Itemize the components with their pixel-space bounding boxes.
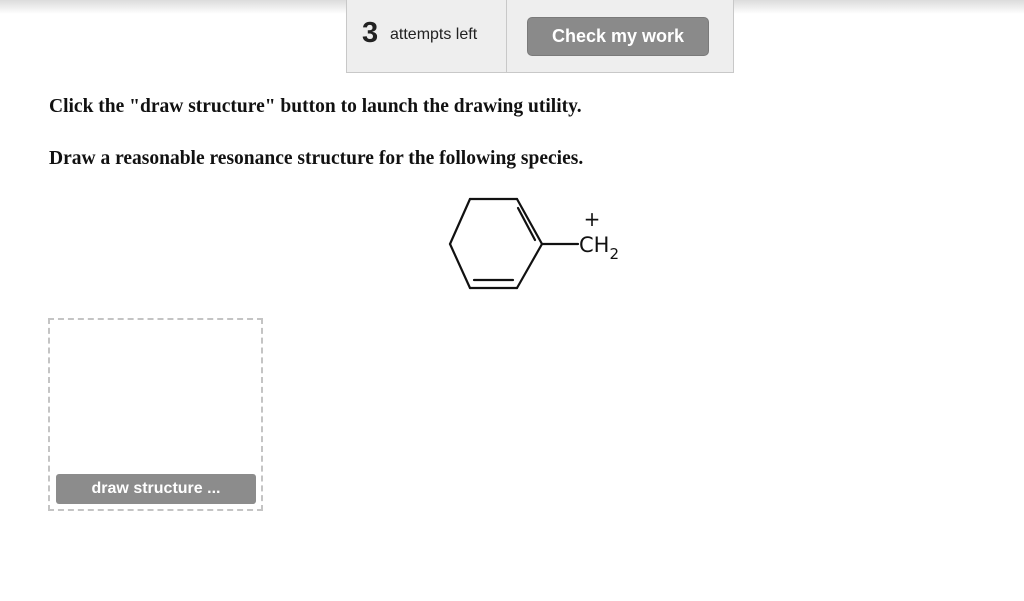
methylene-ch: CH xyxy=(579,233,610,257)
methylene-group xyxy=(579,233,619,263)
draw-structure-button[interactable]: draw structure ... xyxy=(56,474,256,504)
double-bond-inner xyxy=(518,208,535,240)
check-my-work-button[interactable]: Check my work xyxy=(527,17,709,56)
methylene-subscript: 2 xyxy=(609,245,620,263)
ring-bond xyxy=(450,199,470,244)
attempts-counter xyxy=(347,0,507,72)
ring-bond xyxy=(517,244,542,288)
attempts-panel xyxy=(346,0,734,73)
ring-bond xyxy=(450,244,470,288)
attempts-label: attempts left xyxy=(390,26,478,43)
instruction-draw-utility: Click the "draw structure" button to launch the drawing utility. xyxy=(49,96,582,117)
cyclohexadienyl-methyl-cation-structure xyxy=(440,195,640,300)
attempts-count: 3 xyxy=(362,17,379,49)
ring-bond xyxy=(517,199,542,244)
charge-sign: + xyxy=(583,207,601,231)
instruction-resonance: Draw a reasonable resonance structure for the following species. xyxy=(49,148,584,169)
